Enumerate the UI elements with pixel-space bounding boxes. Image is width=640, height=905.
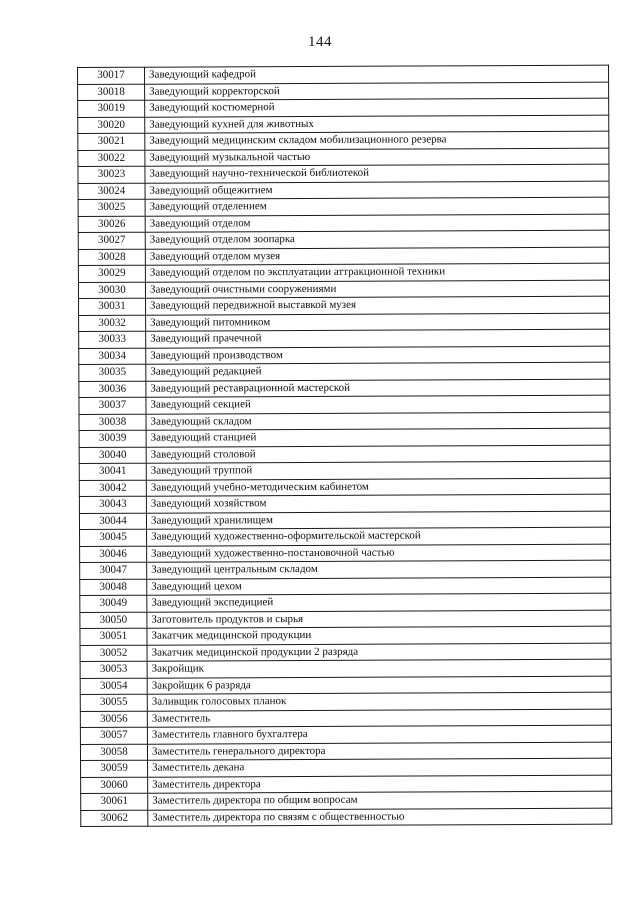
row-code-cell: 30040 bbox=[79, 447, 146, 464]
row-code-cell: 30017 bbox=[78, 67, 145, 84]
row-name-cell: Заведующий цехом bbox=[147, 577, 611, 596]
row-code-cell: 30061 bbox=[81, 793, 148, 810]
row-name-cell: Закатчик медицинской продукции 2 разряда bbox=[147, 643, 611, 662]
row-code-cell: 30026 bbox=[78, 216, 145, 233]
row-code-cell: 30031 bbox=[79, 298, 146, 315]
row-code-cell: 30049 bbox=[80, 595, 147, 612]
row-name-cell: Заливщик голосовых планок bbox=[147, 692, 611, 711]
row-name-cell: Заведующий корректорской bbox=[145, 82, 609, 101]
row-name-cell: Заместитель главного бухгалтера bbox=[147, 725, 611, 744]
row-name-cell: Заведующий учебно-методическим кабинетом bbox=[146, 478, 610, 497]
row-name-cell: Заведующий отделением bbox=[145, 197, 609, 216]
row-code-cell: 30030 bbox=[78, 282, 145, 299]
row-name-cell: Заведующий труппой bbox=[146, 461, 610, 480]
row-code-cell: 30035 bbox=[79, 364, 146, 381]
row-code-cell: 30024 bbox=[78, 183, 145, 200]
row-name-cell: Заведующий передвижной выставкой музея bbox=[146, 296, 610, 315]
row-name-cell: Закройщик 6 разряда bbox=[147, 676, 611, 695]
row-code-cell: 30028 bbox=[78, 249, 145, 266]
row-name-cell: Заведующий станцией bbox=[146, 428, 610, 447]
row-name-cell: Заведующий складом bbox=[146, 412, 610, 431]
row-code-cell: 30046 bbox=[80, 546, 147, 563]
row-code-cell: 30053 bbox=[80, 661, 147, 678]
row-name-cell: Заместитель директора по общим вопросам bbox=[148, 791, 612, 810]
row-code-cell: 30059 bbox=[81, 760, 148, 777]
row-code-cell: 30023 bbox=[78, 166, 145, 183]
row-name-cell: Заведующий прачечной bbox=[146, 329, 610, 348]
row-code-cell: 30058 bbox=[80, 744, 147, 761]
row-code-cell: 30047 bbox=[80, 562, 147, 579]
row-code-cell: 30057 bbox=[80, 727, 147, 744]
row-name-cell: Закатчик медицинской продукции bbox=[147, 626, 611, 645]
row-code-cell: 30034 bbox=[79, 348, 146, 365]
row-name-cell: Заведующий кафедрой bbox=[145, 65, 609, 84]
row-code-cell: 30032 bbox=[79, 315, 146, 332]
row-code-cell: 30018 bbox=[78, 84, 145, 101]
row-name-cell: Заготовитель продуктов и сырья bbox=[147, 610, 611, 629]
row-name-cell: Заведующий хозяйством bbox=[146, 494, 610, 513]
row-code-cell: 30027 bbox=[78, 232, 145, 249]
occupation-code-table bbox=[77, 65, 612, 827]
row-name-cell: Заведующий секцией bbox=[146, 395, 610, 414]
row-code-cell: 30036 bbox=[79, 381, 146, 398]
row-code-cell: 30029 bbox=[78, 265, 145, 282]
row-name-cell: Заведующий реставрационной мастерской bbox=[146, 379, 610, 398]
row-name-cell: Заместитель директора по связям с общественностью bbox=[148, 808, 612, 827]
row-code-cell: 30043 bbox=[79, 496, 146, 513]
row-name-cell: Заведующий отделом bbox=[145, 214, 609, 233]
row-code-cell: 30019 bbox=[78, 100, 145, 117]
row-name-cell: Заведующий отделом зоопарка bbox=[145, 230, 609, 249]
row-name-cell: Заведующий экспедицией bbox=[147, 593, 611, 612]
row-code-cell: 30042 bbox=[79, 480, 146, 497]
row-code-cell: 30051 bbox=[80, 628, 147, 645]
table-row bbox=[81, 808, 612, 827]
row-code-cell: 30037 bbox=[79, 397, 146, 414]
row-name-cell: Заведующий столовой bbox=[146, 445, 610, 464]
row-code-cell: 30056 bbox=[80, 711, 147, 728]
row-name-cell: Заведующий научно-технической библиотекой bbox=[145, 164, 609, 183]
row-name-cell: Заместитель bbox=[147, 709, 611, 728]
row-code-cell: 30048 bbox=[80, 579, 147, 596]
row-code-cell: 30062 bbox=[81, 810, 148, 827]
row-name-cell: Заместитель генерального директора bbox=[147, 742, 611, 761]
row-code-cell: 30050 bbox=[80, 612, 147, 629]
row-code-cell: 30055 bbox=[80, 694, 147, 711]
row-name-cell: Заведующий костюмерной bbox=[145, 98, 609, 117]
row-name-cell: Заведующий художественно-постановочной частью bbox=[147, 544, 611, 563]
row-code-cell: 30060 bbox=[81, 777, 148, 794]
row-name-cell: Заведующий отделом по эксплуатации аттракционной техники bbox=[145, 263, 609, 282]
row-code-cell: 30022 bbox=[78, 150, 145, 167]
row-code-cell: 30041 bbox=[79, 463, 146, 480]
row-name-cell: Заведующий отделом музея bbox=[145, 247, 609, 266]
row-name-cell: Заведующий производством bbox=[146, 346, 610, 365]
row-name-cell: Заведующий общежитием bbox=[145, 181, 609, 200]
row-name-cell: Закройщик bbox=[147, 659, 611, 678]
row-name-cell: Заместитель директора bbox=[148, 775, 612, 794]
table-body bbox=[78, 65, 612, 826]
row-code-cell: 30052 bbox=[80, 645, 147, 662]
page-number: 144 bbox=[308, 34, 332, 50]
row-code-cell: 30033 bbox=[79, 331, 146, 348]
row-name-cell: Заведующий кухней для животных bbox=[145, 115, 609, 134]
row-name-cell: Заведующий музыкальной частью bbox=[145, 148, 609, 167]
row-name-cell: Заведующий хранилищем bbox=[146, 511, 610, 530]
row-name-cell: Заведующий питомником bbox=[146, 313, 610, 332]
row-name-cell: Заместитель декана bbox=[148, 758, 612, 777]
row-code-cell: 30025 bbox=[78, 199, 145, 216]
row-name-cell: Заведующий художественно-оформительской мастерской bbox=[147, 527, 611, 546]
row-name-cell: Заведующий центральным складом bbox=[147, 560, 611, 579]
row-code-cell: 30045 bbox=[80, 529, 147, 546]
row-code-cell: 30039 bbox=[79, 430, 146, 447]
row-name-cell: Заведующий редакцией bbox=[146, 362, 610, 381]
row-code-cell: 30020 bbox=[78, 117, 145, 134]
row-code-cell: 30054 bbox=[80, 678, 147, 695]
row-code-cell: 30044 bbox=[79, 513, 146, 530]
row-code-cell: 30021 bbox=[78, 133, 145, 150]
row-name-cell: Заведующий медицинским складом мобилизационного резерва bbox=[145, 131, 609, 150]
row-code-cell: 30038 bbox=[79, 414, 146, 431]
row-name-cell: Заведующий очистными сооружениями bbox=[145, 280, 609, 299]
